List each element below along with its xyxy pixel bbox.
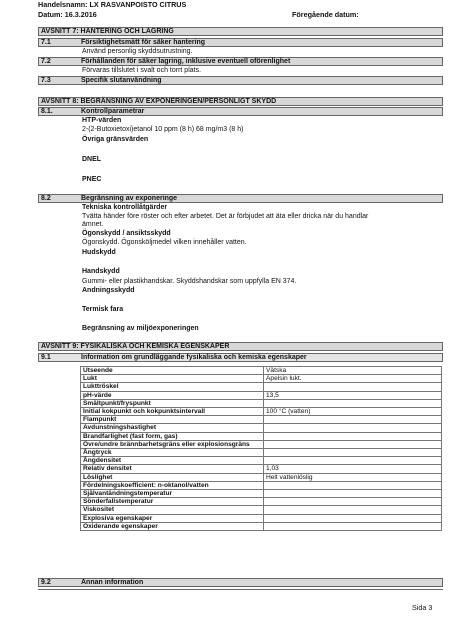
subsection-8-2 xyxy=(38,194,443,203)
property-name: pH-värde xyxy=(81,391,264,399)
table-row xyxy=(81,375,442,383)
hand-protection-text: Gummi- eller plastikhandskar. Skyddshandskar som uppfylla EN 374. xyxy=(82,278,297,285)
table-row xyxy=(81,473,442,481)
pnec-label: PNEC xyxy=(82,176,102,183)
subsection-7-3 xyxy=(38,76,443,85)
property-name: Smältpunkt/fryspunkt xyxy=(81,399,264,407)
storage-text: Förvaras tillslutet i svalt och torrt plats. xyxy=(82,67,202,74)
table-row xyxy=(81,424,442,432)
section-8-header: AVSNITT 8: BEGRÄNSNING AV EXPONERINGEN/PERSONLIGT SKYDD xyxy=(38,97,443,106)
section-9-header: AVSNITT 9: FYSIKALISKA OCH KEMISKA EGENSKAPER xyxy=(38,342,443,351)
property-value xyxy=(264,506,442,514)
table-row xyxy=(81,440,442,448)
property-name: Fördelningskoefficient: n-oktanol/vatten xyxy=(81,481,264,489)
subsection-number: 7.2 xyxy=(41,58,51,65)
table-row xyxy=(81,416,442,424)
property-value xyxy=(264,457,442,465)
property-name: Oxiderande egenskaper xyxy=(81,522,264,530)
handling-text: Använd personlig skyddsutrustning. xyxy=(82,48,193,55)
subsection-8-1 xyxy=(38,107,443,116)
property-name: Sönderfallstemperatur xyxy=(81,498,264,506)
hand-protection-label: Handskydd xyxy=(82,268,120,275)
table-row xyxy=(81,408,442,416)
property-value: 13,5 xyxy=(264,391,442,399)
product-name: Handelsnamn: LX RASVANPOISTO CITRUS xyxy=(38,0,187,9)
property-name: Avdunstningshastighet xyxy=(81,424,264,432)
table-row xyxy=(81,432,442,440)
subsection-title: Begränsning av exponeringe xyxy=(81,195,178,202)
subsection-number: 7.1 xyxy=(41,39,51,46)
respiratory-protection-label: Andningsskydd xyxy=(82,287,135,294)
property-value: 1,03 xyxy=(264,465,442,473)
property-name: Viskositet xyxy=(81,506,264,514)
table-row xyxy=(81,449,442,457)
property-value: 100 °C (vatten) xyxy=(264,408,442,416)
property-value: Vätska xyxy=(264,367,442,375)
property-name: Lukttröskel xyxy=(81,383,264,391)
dnel-label: DNEL xyxy=(82,156,102,163)
subsection-number: 9.1 xyxy=(41,354,51,361)
subsection-title: Specifik slutanvändning xyxy=(81,77,162,84)
table-row xyxy=(81,514,442,522)
technical-controls-text-cont: ämnet. xyxy=(82,221,104,228)
property-name: Explosiva egenskaper xyxy=(81,514,264,522)
subsection-title: Försiktighetsmått för säker hantering xyxy=(81,39,206,46)
property-value xyxy=(264,416,442,424)
subsection-title: Förhållanden för säker lagring, inklusive eventuell oförenlighet xyxy=(81,58,291,65)
table-row xyxy=(81,391,442,399)
property-name: Initial kokpunkt och kokpunktsintervall xyxy=(81,408,264,416)
property-name: Relativ densitet xyxy=(81,465,264,473)
htp-label: HTP-värden xyxy=(82,117,122,124)
other-limits-label: Övriga gränsvärden xyxy=(82,136,149,143)
property-name: Ångtryck xyxy=(81,449,264,457)
property-name: Självantändningstemperatur xyxy=(81,490,264,498)
property-value xyxy=(264,424,442,432)
property-value: Apelsin lukt. xyxy=(264,375,442,383)
property-value xyxy=(264,481,442,489)
thermal-hazard-label: Termisk fara xyxy=(82,306,124,313)
technical-controls-text: Tvätta händer före röster och efter arbetet. Det är förbjudet att äta eller dricka när du handlar xyxy=(82,213,369,220)
subsection-9-2 xyxy=(38,578,443,587)
property-value xyxy=(264,449,442,457)
property-value: Helt vattenlöslig xyxy=(264,473,442,481)
subsection-title: Annan information xyxy=(81,579,144,586)
previous-date-label: Föregående datum: xyxy=(292,10,359,19)
table-row xyxy=(81,383,442,391)
property-name: Brandfarlighet (fast form, gas) xyxy=(81,432,264,440)
eye-protection-label: Ögonskydd / ansiktsskydd xyxy=(82,230,171,237)
property-name: Flampunkt xyxy=(81,416,264,424)
skin-protection-label: Hudskydd xyxy=(82,249,116,256)
table-row xyxy=(81,506,442,514)
property-value xyxy=(264,399,442,407)
table-row xyxy=(81,498,442,506)
subsection-7-2 xyxy=(38,57,443,66)
section-7-header: AVSNITT 7: HANTERING OCH LAGRING xyxy=(38,27,443,36)
subsection-number: 8.2 xyxy=(41,195,51,202)
property-name: Löslighet xyxy=(81,473,264,481)
page-number: Sida 3 xyxy=(412,603,433,612)
table-row xyxy=(81,399,442,407)
htp-value: 2-(2-Butoxietoxi)etanol 10 ppm (8 h) 68 mg/m3 (8 h) xyxy=(82,126,244,133)
table-row xyxy=(81,481,442,489)
table-row xyxy=(81,490,442,498)
table-row xyxy=(81,522,442,530)
table-row xyxy=(81,367,442,375)
property-name: Ångdensitet xyxy=(81,457,264,465)
table-row xyxy=(81,457,442,465)
property-value xyxy=(264,432,442,440)
property-value xyxy=(264,498,442,506)
subsection-7-1 xyxy=(38,38,443,47)
properties-table xyxy=(80,366,442,531)
property-value xyxy=(264,383,442,391)
property-value xyxy=(264,440,442,448)
property-value xyxy=(264,490,442,498)
subsection-number: 7.3 xyxy=(41,77,51,84)
subsection-title: Information om grundläggande fysikaliska och kemiska egenskaper xyxy=(81,354,307,361)
eye-protection-text: Ögonskydd. Ögonsköljmedel vilken innehåller vatten. xyxy=(82,239,247,246)
subsection-title: Kontrollparametrar xyxy=(81,108,145,115)
document-date: Datum: 16.3.2016 xyxy=(38,10,97,19)
table-row xyxy=(81,465,442,473)
technical-controls-label: Tekniska kontrollåtgärder xyxy=(82,204,168,211)
property-name: Lukt xyxy=(81,375,264,383)
subsection-9-1 xyxy=(38,353,443,362)
divider xyxy=(38,589,443,590)
property-name: Övre/undre brännbarhetsgräns eller explosionsgräns xyxy=(81,440,264,448)
property-value xyxy=(264,514,442,522)
subsection-number: 8.1. xyxy=(41,108,53,115)
property-value xyxy=(264,522,442,530)
subsection-number: 9.2 xyxy=(41,579,51,586)
environmental-exposure-label: Begränsning av miljöexponeringen xyxy=(82,325,199,332)
property-name: Utseende xyxy=(81,367,264,375)
